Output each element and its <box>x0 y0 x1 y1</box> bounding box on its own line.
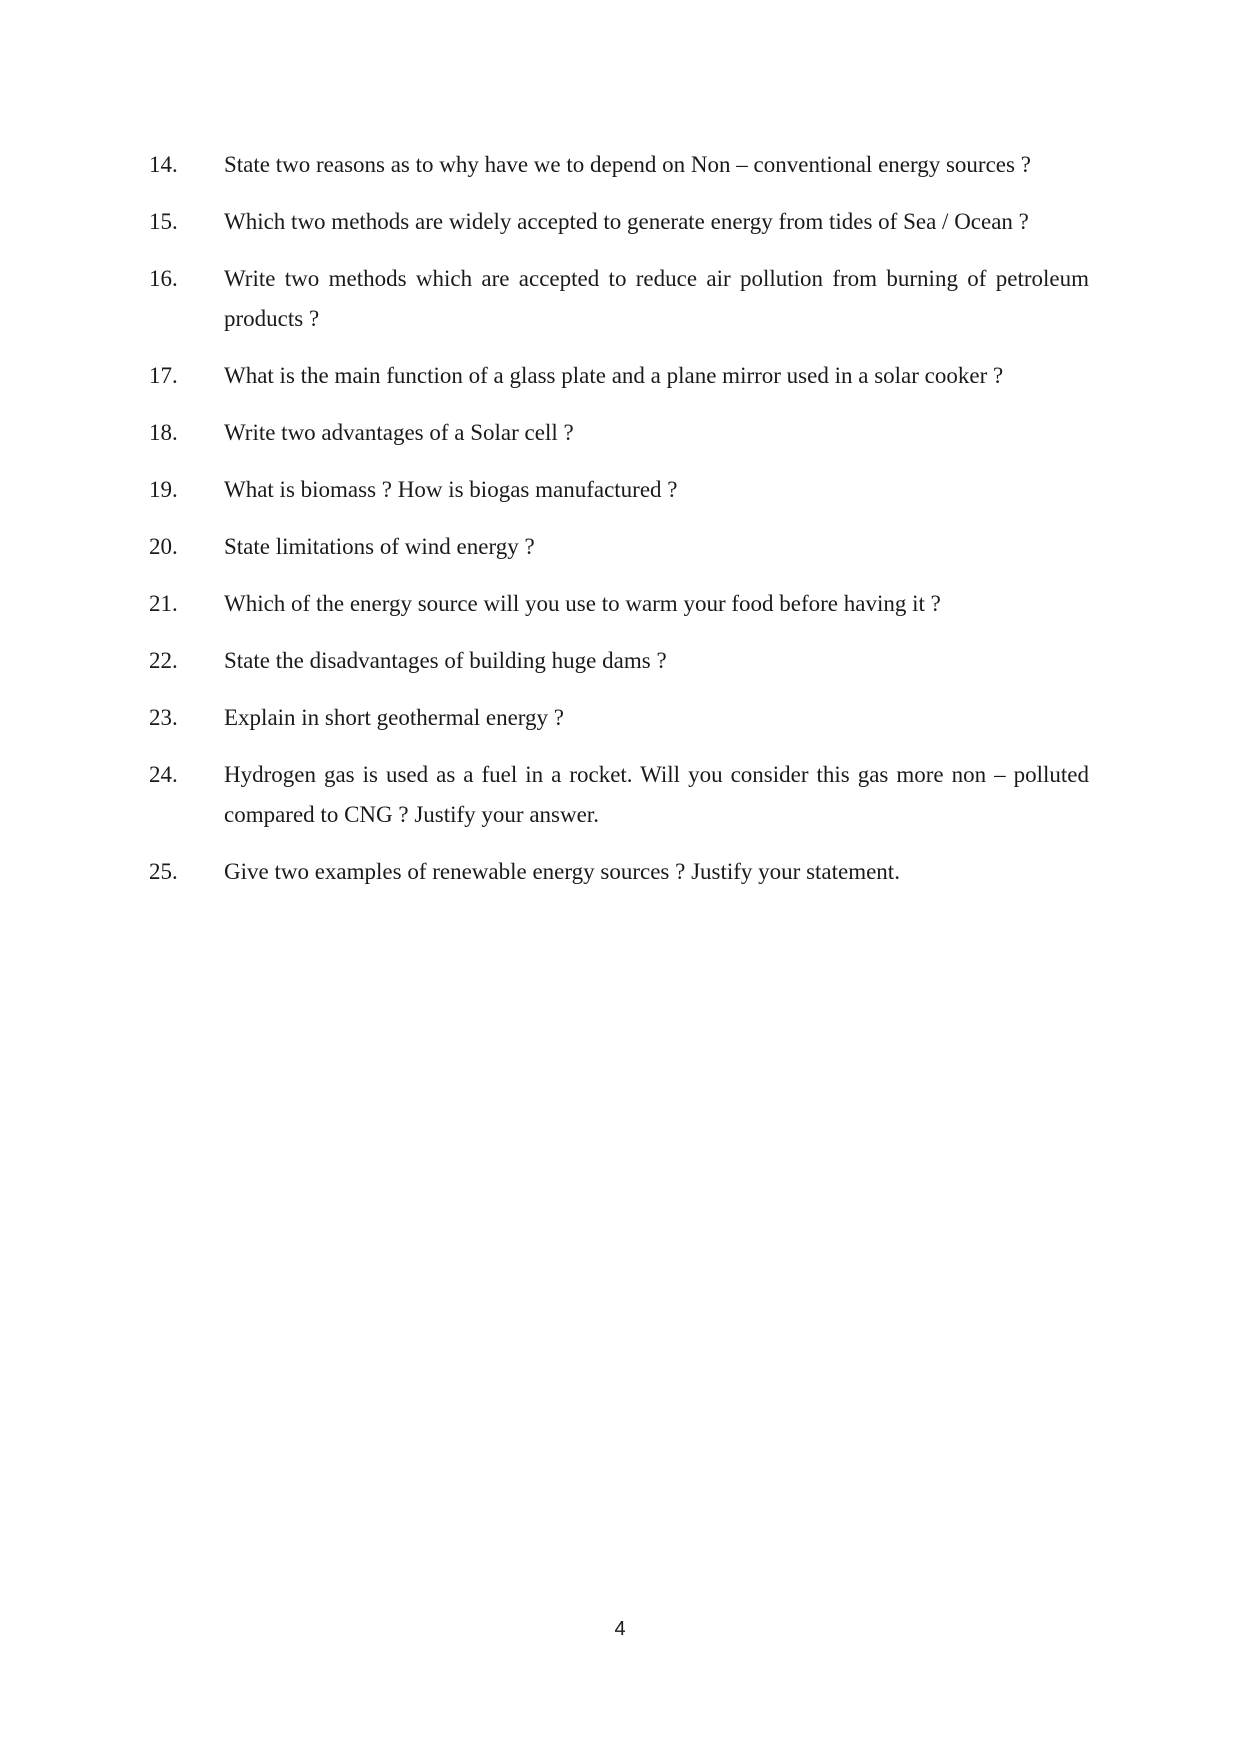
question-text: State two reasons as to why have we to depend on Non – conventional energy sources ? <box>224 152 1031 177</box>
question-number: 20. <box>149 534 178 559</box>
question-number: 18. <box>149 420 178 445</box>
question-text: Hydrogen gas is used as a fuel in a rocket. Will you consider this gas more non – polluted compared to CNG ? Justify your answer. <box>224 762 1089 827</box>
question-item <box>149 259 1089 339</box>
question-text: Which of the energy source will you use to warm your food before having it ? <box>224 591 941 616</box>
question-item <box>149 584 1089 624</box>
question-text: State limitations of wind energy ? <box>224 534 535 559</box>
question-number: 17. <box>149 363 178 388</box>
question-number: 21. <box>149 591 178 616</box>
question-item <box>149 698 1089 738</box>
question-item <box>149 356 1089 396</box>
question-text: What is biomass ? How is biogas manufactured ? <box>224 477 678 502</box>
question-number: 16. <box>149 266 178 291</box>
question-text: Give two examples of renewable energy sources ? Justify your statement. <box>224 859 900 884</box>
question-number: 14. <box>149 152 178 177</box>
question-item <box>149 413 1089 453</box>
question-number: 23. <box>149 705 178 730</box>
question-item <box>149 202 1089 242</box>
question-text: Which two methods are widely accepted to generate energy from tides of Sea / Ocean ? <box>224 209 1029 234</box>
question-item <box>149 527 1089 567</box>
question-text: What is the main function of a glass plate and a plane mirror used in a solar cooker ? <box>224 363 1004 388</box>
question-item <box>149 470 1089 510</box>
question-item <box>149 755 1089 835</box>
question-text: Write two advantages of a Solar cell ? <box>224 420 574 445</box>
question-number: 19. <box>149 477 178 502</box>
question-number: 25. <box>149 859 178 884</box>
question-text: Write two methods which are accepted to reduce air pollution from burning of petroleum products ? <box>224 266 1089 331</box>
question-item <box>149 641 1089 681</box>
question-number: 24. <box>149 762 178 787</box>
question-list <box>149 145 1089 909</box>
page-number: 4 <box>614 1618 626 1640</box>
question-text: State the disadvantages of building huge dams ? <box>224 648 667 673</box>
question-item <box>149 145 1089 185</box>
question-number: 22. <box>149 648 178 673</box>
question-number: 15. <box>149 209 178 234</box>
question-item <box>149 852 1089 892</box>
question-text: Explain in short geothermal energy ? <box>224 705 565 730</box>
